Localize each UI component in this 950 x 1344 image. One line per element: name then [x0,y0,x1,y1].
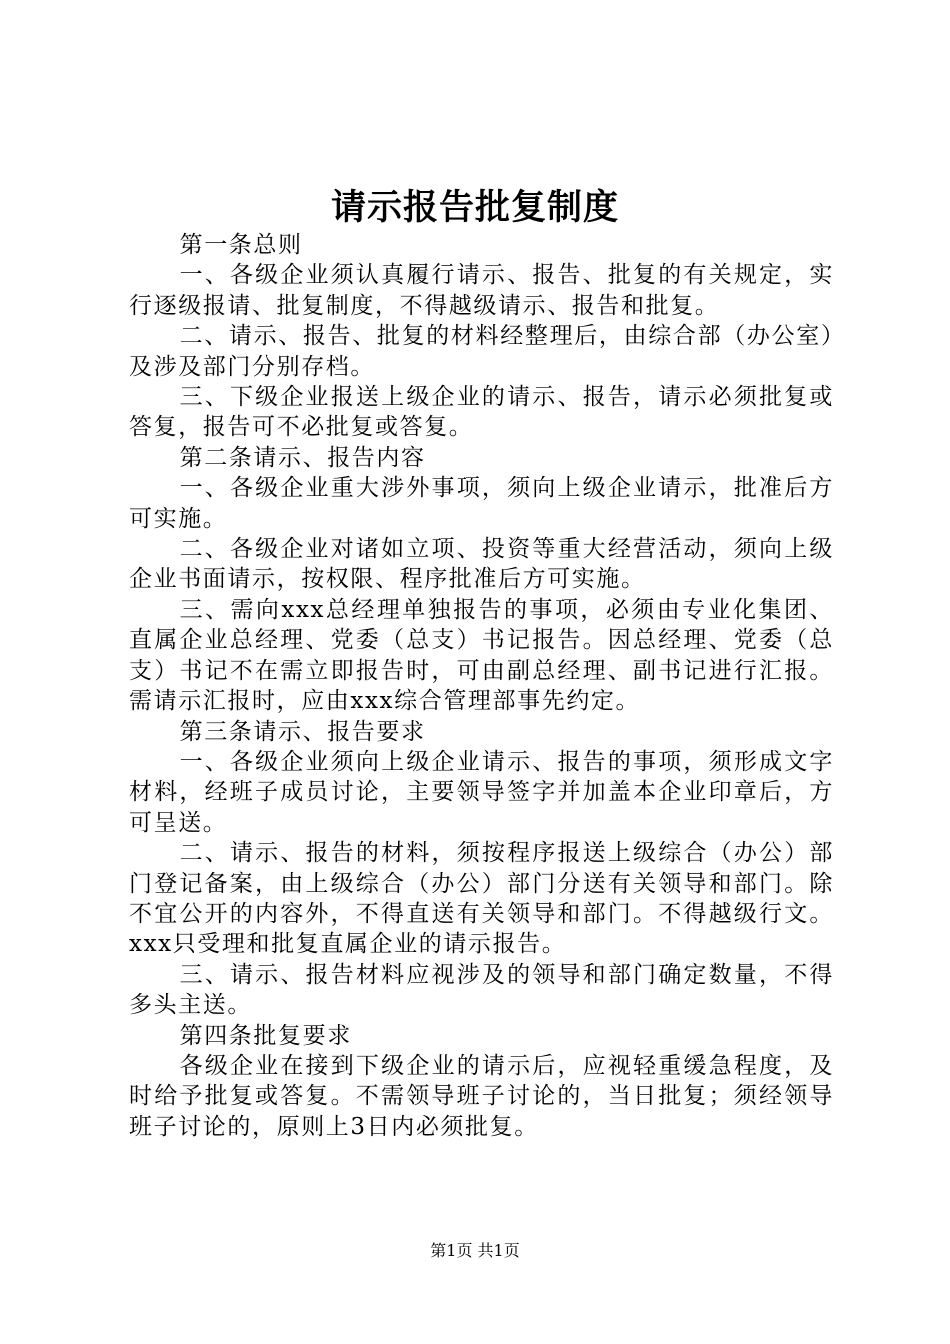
paragraph: 三、需向xxx总经理单独报告的事项，必须由专业化集团、直属企业总经理、党委（总支）书记报告。因总经理、党委（总支）书记不在需立即报告时，可由副总经理、副书记进行汇报。需请示汇报时，应由xxx综合管理部事先约定。 [129,596,834,715]
paragraph: 二、各级企业对诸如立项、投资等重大经营活动，须向上级企业书面请示，按权限、程序批准后方可实施。 [129,536,834,593]
section-heading: 第一条总则 [179,232,303,258]
paragraph: 一、各级企业须认真履行请示、报告、批复的有关规定，实行逐级报请、批复制度，不得越级请示、报告和批复。 [129,262,834,319]
document-title: 请示报告批复制度 [330,187,619,228]
document-body [129,230,834,1142]
paragraph: 三、下级企业报送上级企业的请示、报告，请示必须批复或答复，报告可不必批复或答复。 [129,384,834,441]
paragraph: 三、请示、报告材料应视涉及的领导和部门确定数量，不得多头主送。 [129,961,834,1019]
section-heading: 第四条批复要求 [179,1022,352,1049]
paragraph: 一、各级企业须向上级企业请示、报告的事项，须形成文字材料，经班子成员讨论，主要领导签字并加盖本企业印章后，方可呈送。 [129,748,834,836]
paragraph: 二、请示、报告、批复的材料经整理后，由综合部（办公室）及涉及部门分别存档。 [129,323,834,380]
section-heading: 第三条请示、报告要求 [179,718,426,745]
paragraph: 二、请示、报告的材料，须按程序报送上级综合（办公）部门登记备案，由上级综合（办公）部门分送有关领导和部门。除不宜公开的内容外，不得直送有关领导和部门。不得越级行文。xxx只受理和批复直属企业的请示报告。 [129,840,834,958]
page-footer: 第1页 共1页 [430,1241,520,1260]
paragraph: 各级企业在接到下级企业的请示后，应视轻重缓急程度，及时给予批复或答复。不需领导班子讨论的，当日批复；须经领导班子讨论的，原则上3日内必须批复。 [129,1052,834,1140]
paragraph: 一、各级企业重大涉外事项，须向上级企业请示，批准后方可实施。 [129,475,834,532]
section-heading: 第二条请示、报告内容 [179,444,426,471]
